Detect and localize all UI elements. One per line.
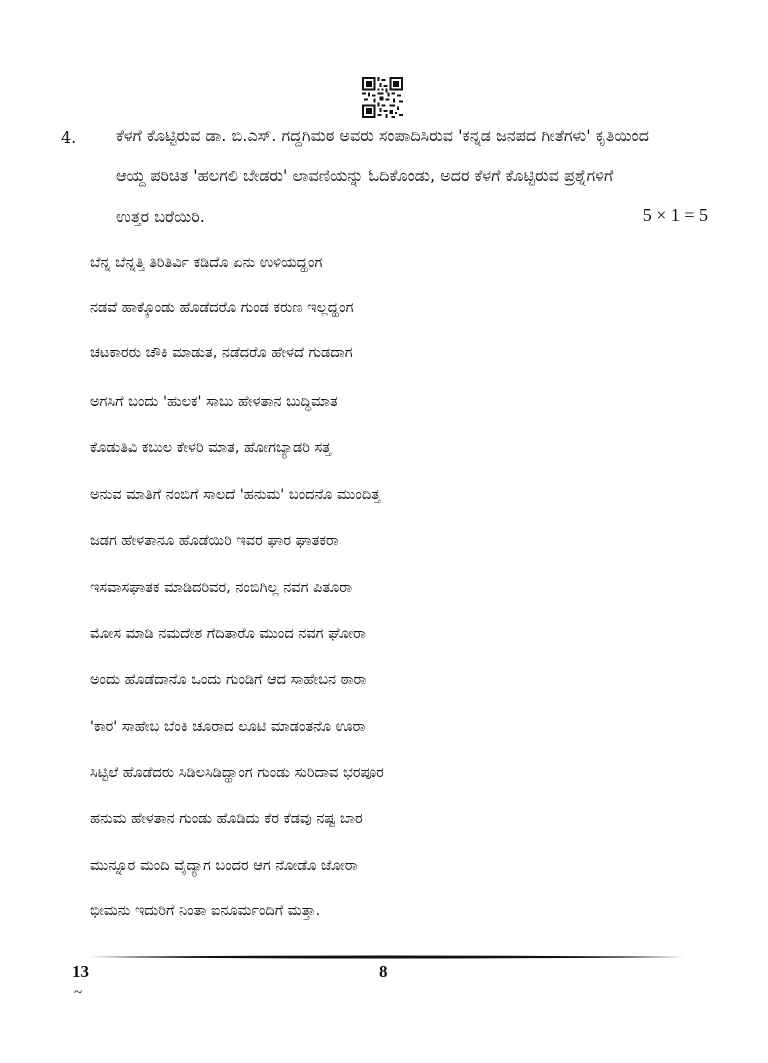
question-text-line-1: ಕೆಳಗೆ ಕೊಟ್ಟಿರುವ ಡಾ. ಬಿ.ಎಸ್. ಗದ್ದಗಿಮಠ ಅವರು ಸಂಪಾದಿಸಿರುವ 'ಕನ್ನಡ ಜನಪದ ಗೀತೆಗಳು' ಕೃತಿಯಿಂದ — [116, 126, 649, 145]
paper-code-mark: ~ — [74, 985, 83, 1001]
question-number: 4. — [61, 128, 77, 147]
poem-line: ಅನುವ ಮಾತಿಗೆ ನಂಬಿಗೆ ಸಾಲದೆ 'ಹನುಮ' ಬಂದನೊ ಮುಂದಿತ್ತ — [90, 487, 381, 503]
poem-line: ಮೋಸ ಮಾಡಿ ನಮದೇಶ ಗೆದಿತಾರೊ ಮುಂದ ನವಗ ಘೋರಾ — [90, 626, 366, 642]
poem-line: ಬೆನ್ನ ಬೆನ್ನತ್ತಿ ತಿರಿತಿರ್ವಿ ಕಡಿದೊ ಏನು ಉಳಿಯದ್ಹಂಗ — [90, 255, 323, 271]
poem-line: ಅಂದು ಹೊಡೆದಾನೊ ಒಂದು ಗುಂಡಿಗೆ ಆದ ಸಾಹೇಬನ ಠಾರಾ — [90, 672, 367, 688]
poem-line: ಇಸವಾಸಘಾತಕ ಮಾಡಿದರಿವರ, ನಂಬಿಗಿಲ್ಲ ನವಗ ಪಿತೂರಾ — [90, 580, 353, 596]
poem-line: ಜಡಗ ಹೇಳತಾನೂ ಹೊಡೆಯಿರಿ ಇವರ ಘಾರ ಘಾತಕರಾ — [90, 533, 339, 549]
question-text-line-3: ಉತ್ತರ ಬರೆಯಿರಿ. — [116, 207, 205, 226]
qr-code — [362, 77, 403, 118]
poem-line: ನಡವೆ ಹಾಕ್ಕೊಂಡು ಹೊಡೆದರೊ ಗುಂಡ ಕರುಣ ಇಲ್ಲದ್ಹಂಗ — [90, 300, 354, 316]
poem-line: ಮುನ್ನೂರ ಮಂದಿ ವೈದ್ಯಾಗ ಬಂದರ ಆಗ ನೋಡೊ ಜೋರಾ — [90, 858, 358, 874]
question-text-line-2: ಆಯ್ದ ಪರಿಚಿತ 'ಹಲಗಲಿ ಬೇಡರು' ಲಾವಣಿಯನ್ನು ಓದಿಕೊಂಡು, ಅದರ ಕೆಳಗೆ ಕೊಟ್ಟಿರುವ ಪ್ರಶ್ನೆಗಳಿಗೆ — [116, 166, 614, 185]
poem-line: ಭೀಮನು ಇದುರಿಗೆ ನಿಂತಾ ಐನೂರ್ಮಂದಿಗೆ ಮತ್ತಾ. — [90, 903, 321, 919]
poem-line: ಅಗಸಿಗೆ ಬಂದು 'ಹುಲಕ' ಸಾಬು ಹೇಳತಾನ ಬುದ್ಧಿಮಾತ — [90, 394, 338, 410]
footer-divider — [90, 955, 685, 959]
poem-line: ಸಿಟ್ಟಿಲೆ ಹೊಡೆದರು ಸಿಡಿಲಸಿಡಿದ್ಹಾಂಗ ಗುಂಡು ಸುರಿದಾವ ಭರಪೂರ — [90, 765, 384, 781]
page-number: 8 — [379, 962, 388, 981]
paper-code: 13 — [72, 962, 89, 981]
marks-allocation: 5 × 1 = 5 — [642, 205, 708, 225]
poem-line: 'ಕಾರ' ಸಾಹೇಬ ಬೆಂಕಿ ಚೂರಾದ ಲೂಟಿ ಮಾಡಂತನೊ ಊರಾ — [90, 719, 366, 735]
poem-line: ಹನುಮ ಹೇಳತಾನ ಗುಂಡು ಹೊಡಿದು ಕೆರ ಕೆಡವು ನಷ್ಟ ಬಾರ — [90, 811, 363, 827]
poem-line: ಕೊಡುತಿವಿ ಕಬುಲ ಕೇಳರಿ ಮಾತ, ಹೋಗಬ್ಯಾಡರಿ ಸತ್ತ — [90, 440, 332, 456]
poem-line: ಚಟಕಾರರು ಚೌಕಿ ಮಾಡುತ, ನಡೆದರೊ ಹೇಳದೆ ಗುಡದಾಗ — [90, 345, 353, 361]
